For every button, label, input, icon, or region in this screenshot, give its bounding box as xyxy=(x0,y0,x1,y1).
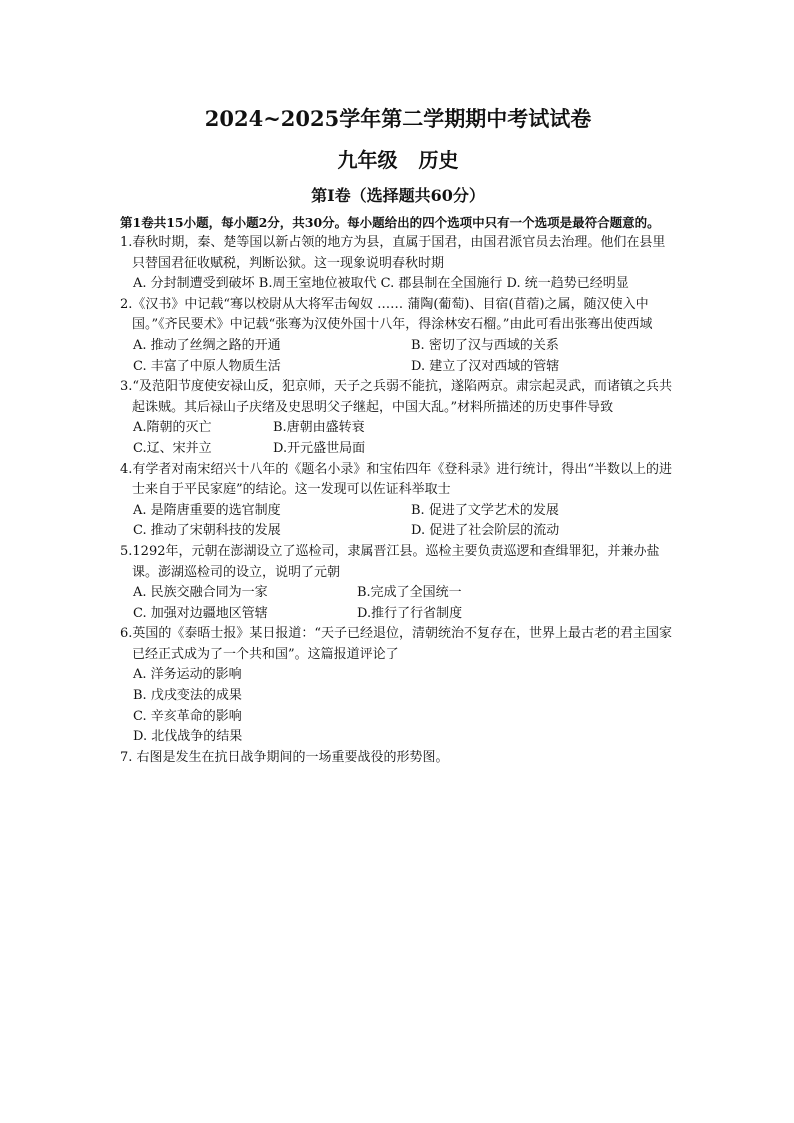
option-a[interactable]: A. 是隋唐重要的选官制度 xyxy=(133,502,281,518)
option-c[interactable]: C. 丰富了中原人物质生活 xyxy=(133,358,281,374)
question-stem: 6.英国的《泰晤士报》某日报道：“天子已经退位，清朝统治不复存在，世界上最古老的君主国家已经正式成为了一个共和国”。这篇报道评论了 xyxy=(120,626,673,662)
option-b[interactable]: B. 密切了汉与西域的关系 xyxy=(411,337,559,353)
option-d[interactable]: D. 促进了社会阶层的流动 xyxy=(411,523,560,539)
option-d[interactable]: D.推行了行省制度 xyxy=(357,605,463,621)
option-a[interactable]: A. 推动了丝绸之路的开通 xyxy=(133,337,281,353)
question-stem: 5.1292年，元朝在澎湖设立了巡检司，隶属晋江县。巡检主要负责巡逻和查缉罪犯，并兼办盐课。澎湖巡检司的设立，说明了元朝 xyxy=(120,543,660,580)
option-b[interactable]: B.唐朝由盛转衰 xyxy=(273,420,365,436)
option-b[interactable]: B.周王室地位被取代 xyxy=(258,276,377,292)
option-d[interactable]: D. 北伐战争的结果 xyxy=(133,729,243,745)
question-5 xyxy=(120,542,676,624)
option-c[interactable]: C. 推动了宋朝科技的发展 xyxy=(133,523,281,539)
option-a[interactable]: A. 分封制遭受到破坏 xyxy=(133,276,255,292)
option-a[interactable]: A.隋朝的灭亡 xyxy=(133,420,212,436)
question-stem: 7. 右图是发生在抗日战争期间的一场重要战役的形势图。 xyxy=(120,749,449,765)
options xyxy=(120,583,676,624)
question-stem: 2.《汉书》中记载“骞以校尉从大将军击匈奴 …… 蒲陶(葡萄)、目宿(苜蓿)之属，随汉使入中国。”《齐民要术》中记载“张骞为汉使外国十八年，得涂林安石榴。”由此可看出张骞出使西域 xyxy=(120,296,653,333)
option-d[interactable]: D. 统一趋势已经明显 xyxy=(506,276,629,292)
options xyxy=(120,665,676,747)
question-1 xyxy=(120,233,676,295)
question-stem: 1.春秋时期，秦、楚等国以新占领的地方为县，直属于国君，由国君派官员去治理。他们在县里只替国君征收赋税，判断讼狱。这一现象说明春秋时期 xyxy=(120,235,666,271)
question-stem: 4.有学者对南宋绍兴十八年的《题名小录》和宝佑四年《登科录》进行统计，得出“半数以上的进士来自于平民家庭”的结论。这一发现可以佐证科举取士 xyxy=(120,461,673,498)
options xyxy=(120,501,676,542)
option-a[interactable]: A. 洋务运动的影响 xyxy=(133,667,242,683)
question-3 xyxy=(120,377,676,459)
question-6 xyxy=(120,624,676,748)
question-7 xyxy=(120,748,676,769)
options xyxy=(120,418,676,459)
option-a[interactable]: A. 民族交融合同为一家 xyxy=(133,585,268,601)
options xyxy=(120,274,676,295)
option-d[interactable]: D. 建立了汉对西域的管辖 xyxy=(411,358,560,374)
exam-title: 2024~2025学年第二学期期中考试试卷 xyxy=(204,106,592,131)
option-b[interactable]: B. 戊戌变法的成果 xyxy=(133,688,242,704)
question-4 xyxy=(120,460,676,542)
option-c[interactable]: C. 加强对边疆地区管辖 xyxy=(133,605,268,621)
option-c[interactable]: C. 辛亥革命的影响 xyxy=(133,708,242,724)
option-b[interactable]: B. 促进了文学艺术的发展 xyxy=(411,502,559,518)
section-heading: 第I卷（选择题共60分） xyxy=(311,186,485,205)
section-instructions: 第1卷共15小题，每小题2分，共30分。每小题给出的四个选项中只有一个选项是最符合题意的。 xyxy=(120,215,660,230)
exam-subtitle: 九年级 历史 xyxy=(337,148,459,172)
option-c[interactable]: C. 郡县制在全国施行 xyxy=(380,276,503,292)
option-c[interactable]: C.辽、宋并立 xyxy=(133,440,212,456)
option-b[interactable]: B.完成了全国统一 xyxy=(357,585,462,601)
options xyxy=(120,336,676,377)
option-d[interactable]: D.开元盛世局面 xyxy=(273,440,366,456)
question-stem: 3.“及范阳节度使安禄山反，犯京师，天子之兵弱不能抗，遂陷两京。肃宗起灵武，而诸镇之兵共起诛贼。其后禄山子庆绪及史思明父子继起，中国大乱。”材料所描述的历史事件导致 xyxy=(120,379,673,415)
question-2 xyxy=(120,295,676,377)
exam-page xyxy=(120,104,676,768)
